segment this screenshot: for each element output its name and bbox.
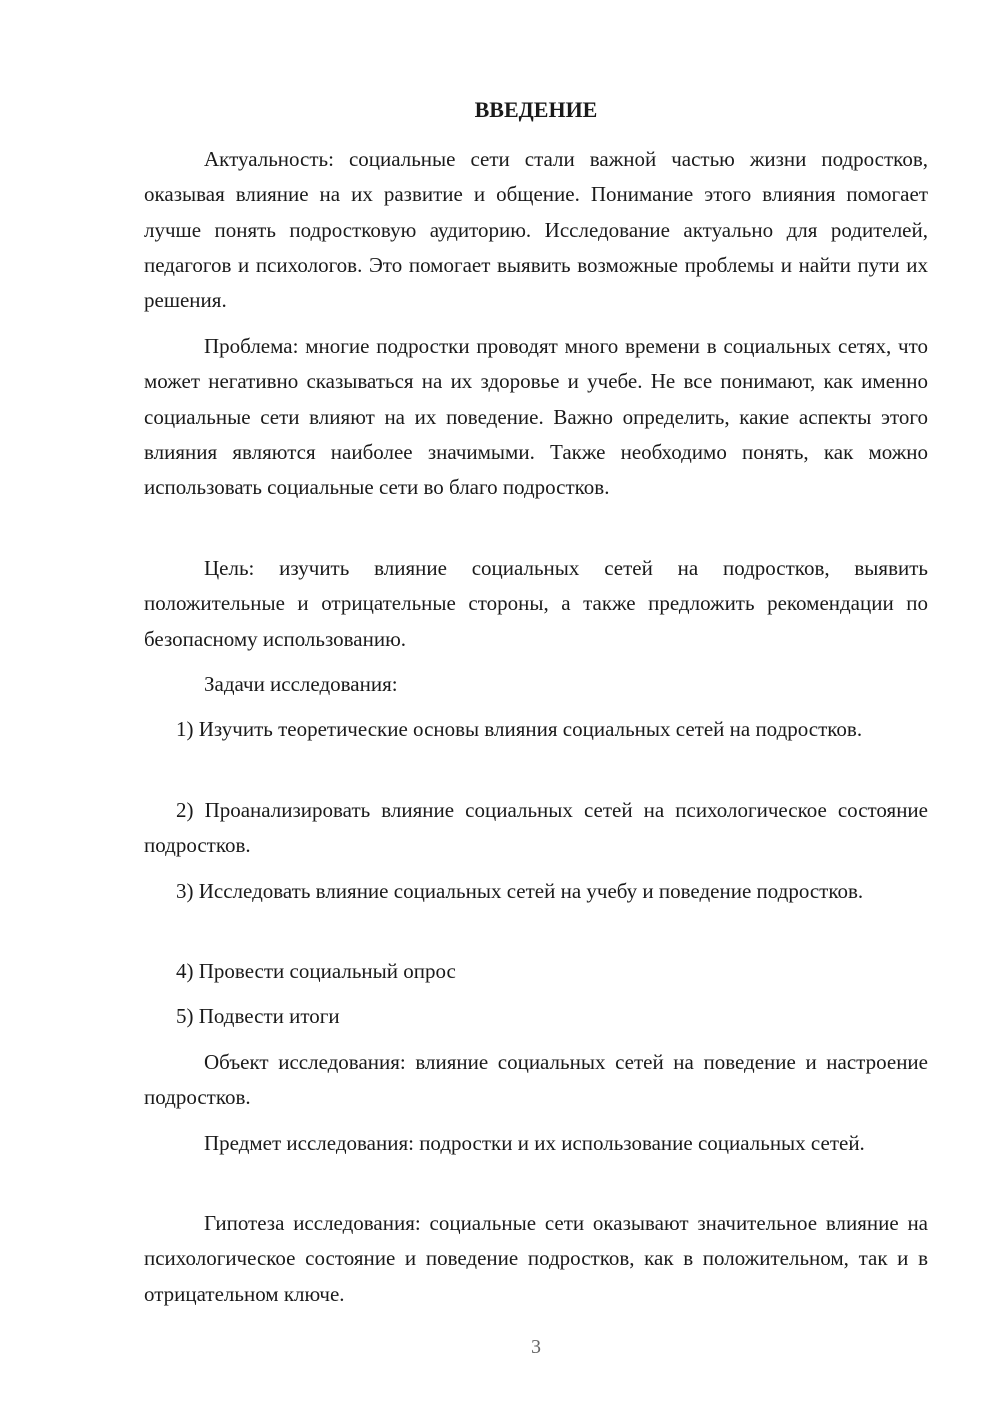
subject-paragraph: Предмет исследования: подростки и их использование социальных сетей. <box>204 1131 865 1155</box>
hypothesis-paragraph: Гипотеза исследования: социальные сети оказывают значительное влияние на психологическое состояние и поведение подростков, как в положительном, так и в отрицательном ключе. <box>144 1211 928 1306</box>
task-item: 2) Проанализировать влияние социальных сетей на психологическое состояние подростков. <box>144 798 928 858</box>
object-paragraph: Объект исследования: влияние социальных сетей на поведение и настроение подростков. <box>144 1050 928 1110</box>
task-item: 4) Провести социальный опрос <box>176 959 456 983</box>
task-item: 5) Подвести итоги <box>176 1004 340 1028</box>
page-number: 3 <box>531 1336 541 1358</box>
page-title: ВВЕДЕНИЕ <box>474 97 598 122</box>
task-item: 3) Исследовать влияние социальных сетей на учебу и поведение подростков. <box>176 879 864 903</box>
tasks-heading: Задачи исследования: <box>204 672 398 696</box>
problem-paragraph: Проблема: многие подростки проводят много времени в социальных сетях, что может негативно сказываться на их здоровье и учебе. Не все понимают, как именно социальные сети влияют на их поведение. Важно определить, какие аспекты этого влияния являются наиболее значимыми. Также необходимо понять, как можно использовать социальные сети во благо подростков. <box>144 334 928 500</box>
relevance-paragraph: Актуальность: социальные сети стали важной частью жизни подростков, оказывая влияние на их развитие и общение. Понимание этого влияния помогает лучше понять подростковую аудиторию. Исследование актуально для родителей, педагогов и психологов. Это помогает выявить возможные проблемы и найти пути их решения. <box>144 147 928 313</box>
goal-paragraph: Цель: изучить влияние социальных сетей на подростков, выявить положительные и отрицательные стороны, а также предложить рекомендации по безопасному использованию. <box>144 556 928 651</box>
task-item: 1) Изучить теоретические основы влияния социальных сетей на подростков. <box>176 717 863 741</box>
